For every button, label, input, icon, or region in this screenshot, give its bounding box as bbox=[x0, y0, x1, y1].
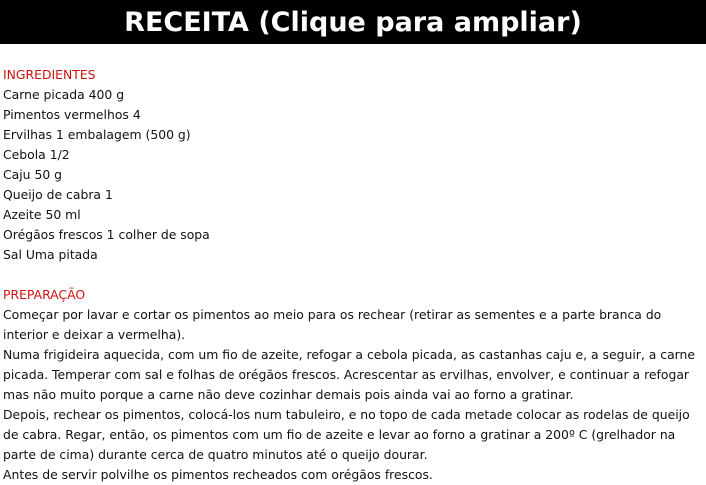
ingredient-list bbox=[3, 85, 703, 265]
ingredient-item: Ervilhas 1 embalagem (500 g) bbox=[3, 127, 191, 142]
ingredients-heading: INGREDIENTES bbox=[3, 67, 96, 82]
ingredient-item: Queijo de cabra 1 bbox=[3, 187, 113, 202]
preparation-heading: PREPARAÇÃO bbox=[3, 287, 86, 302]
section-spacer bbox=[3, 265, 703, 285]
preparation-paragraph: Numa frigideira aquecida, com um fio de azeite, refogar a cebola picada, as castanhas caju e, a seguir, a carne picada. Temperar com sal e folhas de orégãos frescos. Acrescentar as ervilhas, envolver, e continuar a refogar mas não muito porque a carne não deve cozinhar demais pois ainda vai ao forno a gratinar. bbox=[3, 347, 696, 402]
preparation-paragraph: Depois, rechear os pimentos, colocá-los num tabuleiro, e no topo de cada metade colocar as rodelas de queijo de cabra. Regar, então, os pimentos com um fio de azeite e levar ao forno a gratinar a 200º C (grelhador na parte de cima) durante cerca de quatro minutos até o queijo dourar. bbox=[3, 407, 690, 462]
preparation-text bbox=[3, 305, 703, 485]
recipe-header-bar[interactable] bbox=[0, 0, 706, 44]
ingredient-item: Sal Uma pitada bbox=[3, 247, 98, 262]
ingredient-item: Azeite 50 ml bbox=[3, 207, 81, 222]
preparation-paragraph: Começar por lavar e cortar os pimentos ao meio para os rechear (retirar as sementes e a parte branca do interior e deixar a vermelha). bbox=[3, 307, 662, 342]
preparation-paragraph: Antes de servir polvilhe os pimentos recheados com orégãos frescos. bbox=[3, 467, 433, 482]
ingredient-item: Cebola 1/2 bbox=[3, 147, 70, 162]
ingredient-item: Caju 50 g bbox=[3, 167, 63, 182]
ingredient-item: Orégãos frescos 1 colher de sopa bbox=[3, 227, 210, 242]
page-title[interactable]: RECEITA (Clique para ampliar) bbox=[124, 6, 582, 38]
ingredient-item: Pimentos vermelhos 4 bbox=[3, 107, 141, 122]
ingredient-item: Carne picada 400 g bbox=[3, 87, 125, 102]
recipe-content bbox=[3, 65, 703, 485]
